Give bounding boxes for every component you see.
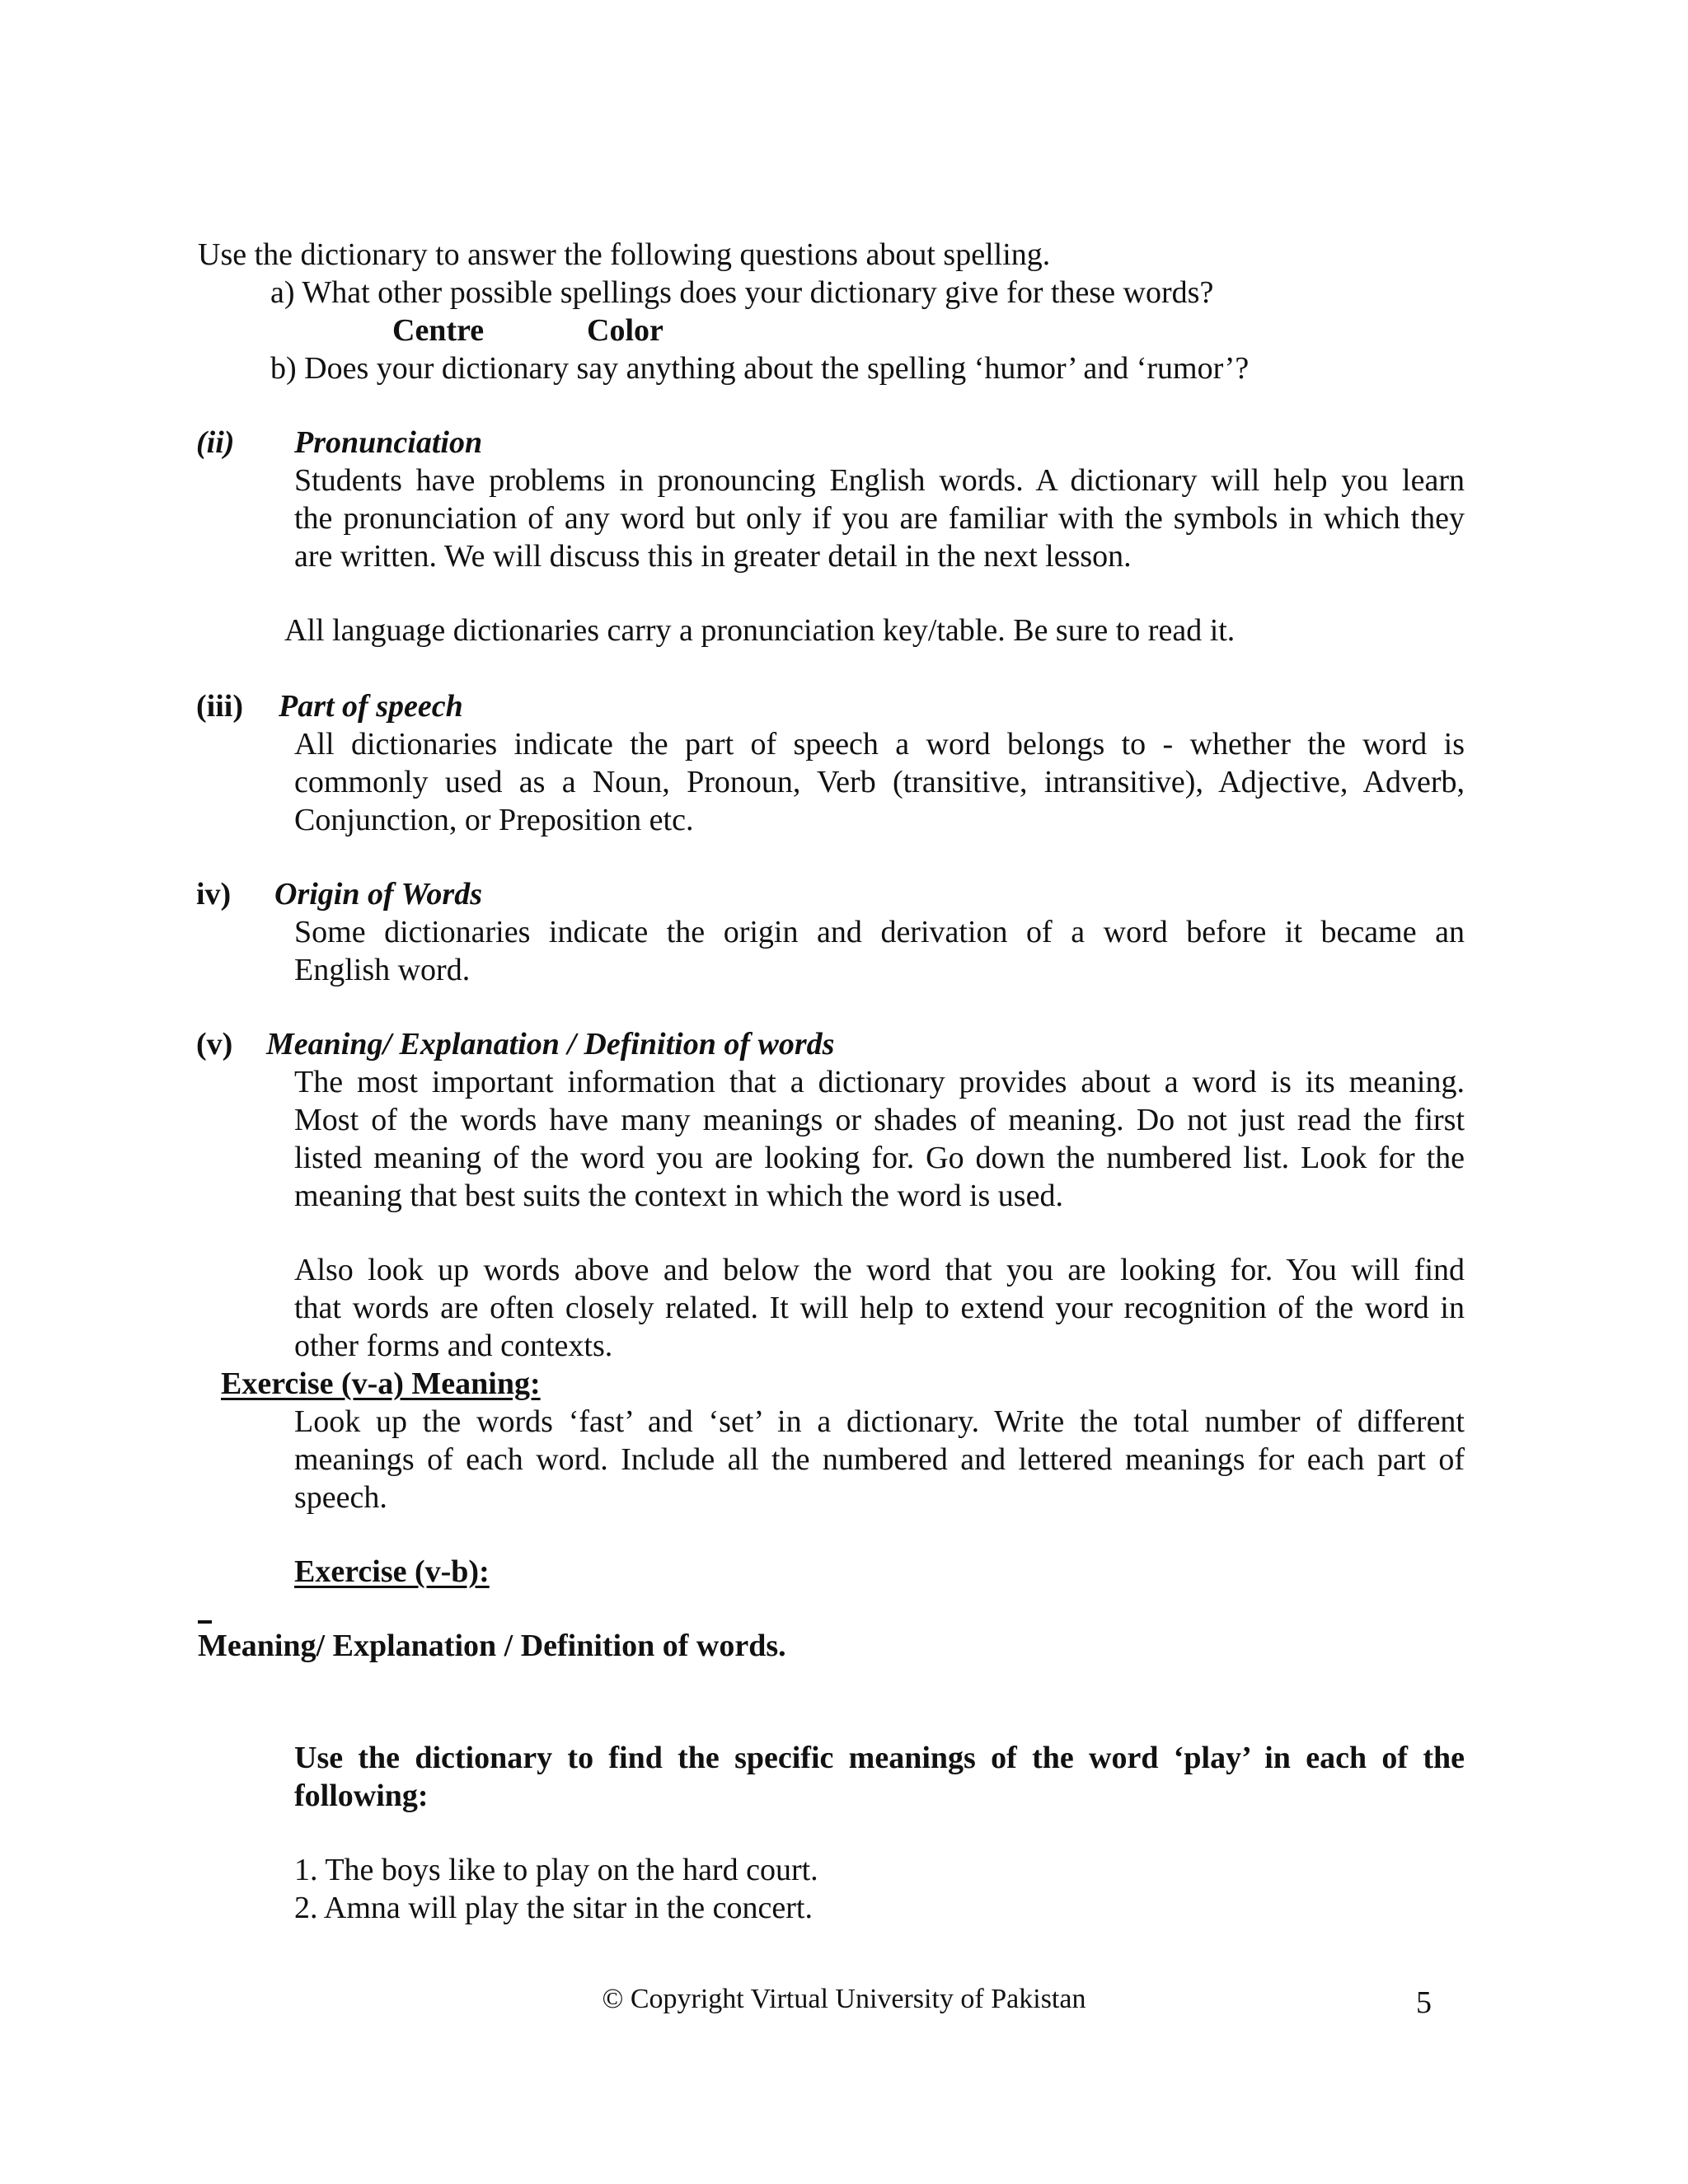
pronunciation-line: are written. We will discuss this in greater detail in the next lesson. <box>294 539 1132 574</box>
exercise-va-line: Look up the words ‘fast’ and ‘set’ in a dictionary. Write the total number of different <box>294 1404 1465 1439</box>
meaning-para2-line: other forms and contexts. <box>294 1329 613 1363</box>
exercise-vb-title: Exercise (v-b): <box>294 1554 490 1589</box>
part-of-speech-line: commonly used as a Noun, Pronoun, Verb (transitive, intransitive), Adjective, Adverb, <box>294 765 1465 799</box>
pronunciation-line: the pronunciation of any word but only if you are familiar with the symbols in which they <box>294 501 1465 536</box>
exercise-va-line: speech. <box>294 1480 387 1515</box>
exercise-vb-instruction-line: Use the dictionary to find the specific meanings of the word ‘play’ in each of the <box>294 1741 1465 1775</box>
section-number-ii: (ii) <box>196 425 235 460</box>
meaning-para1-line: Most of the words have many meanings or shades of meaning. Do not just read the first <box>294 1103 1465 1137</box>
part-of-speech-line: Conjunction, or Preposition etc. <box>294 803 694 837</box>
spelling-intro: Use the dictionary to answer the following questions about spelling. <box>198 237 1051 272</box>
origin-line: English word. <box>294 953 471 987</box>
section-title-origin: Origin of Words <box>274 877 482 912</box>
origin-line: Some dictionaries indicate the origin and derivation of a word before it became an <box>294 915 1465 949</box>
stray-dash-mark <box>198 1620 212 1624</box>
exercise-vb-item: 2. Amna will play the sitar in the concert. <box>294 1891 813 1925</box>
pronunciation-line: Students have problems in pronouncing English words. A dictionary will help you learn <box>294 463 1465 498</box>
section-title-pronunciation: Pronunciation <box>294 425 483 460</box>
section-number-iv: iv) <box>196 877 232 912</box>
spelling-word-color: Color <box>587 313 663 348</box>
section-title-meaning: Meaning/ Explanation / Definition of words <box>266 1027 835 1062</box>
spelling-question-b: b) Does your dictionary say anything about the spelling ‘humor’ and ‘rumor’? <box>270 351 1250 386</box>
exercise-va-line: meanings of each word. Include all the numbered and lettered meanings for each part of <box>294 1442 1465 1477</box>
meaning-para2-line: Also look up words above and below the word that you are looking for. You will find <box>294 1253 1465 1287</box>
exercise-vb-instruction-line: following: <box>294 1779 429 1813</box>
spelling-question-a: a) What other possible spellings does your dictionary give for these words? <box>270 275 1214 310</box>
section-number-v: (v) <box>196 1027 233 1062</box>
footer-copyright: © Copyright Virtual University of Pakistan <box>602 1984 1086 2014</box>
exercise-vb-item: 1. The boys like to play on the hard court. <box>294 1853 818 1887</box>
meaning-para1-line: The most important information that a dictionary provides about a word is its meaning. <box>294 1065 1465 1099</box>
pronunciation-note: All language dictionaries carry a pronunciation key/table. Be sure to read it. <box>284 613 1236 648</box>
meaning-para1-line: meaning that best suits the context in which the word is used. <box>294 1179 1063 1213</box>
section-number-iii: (iii) <box>196 689 243 724</box>
page-number: 5 <box>1416 1985 1432 2020</box>
meaning-para2-line: that words are often closely related. It will help to extend your recognition of the word in <box>294 1291 1465 1325</box>
spelling-word-centre: Centre <box>392 313 485 348</box>
part-of-speech-line: All dictionaries indicate the part of speech a word belongs to - whether the word is <box>294 727 1465 762</box>
exercise-va-title: Exercise (v-a) Meaning: <box>221 1366 541 1401</box>
meaning-para1-line: listed meaning of the word you are looking for. Go down the numbered list. Look for the <box>294 1141 1465 1175</box>
section-title-part-of-speech: Part of speech <box>279 689 463 724</box>
exercise-vb-heading: Meaning/ Explanation / Definition of words. <box>198 1629 786 1663</box>
